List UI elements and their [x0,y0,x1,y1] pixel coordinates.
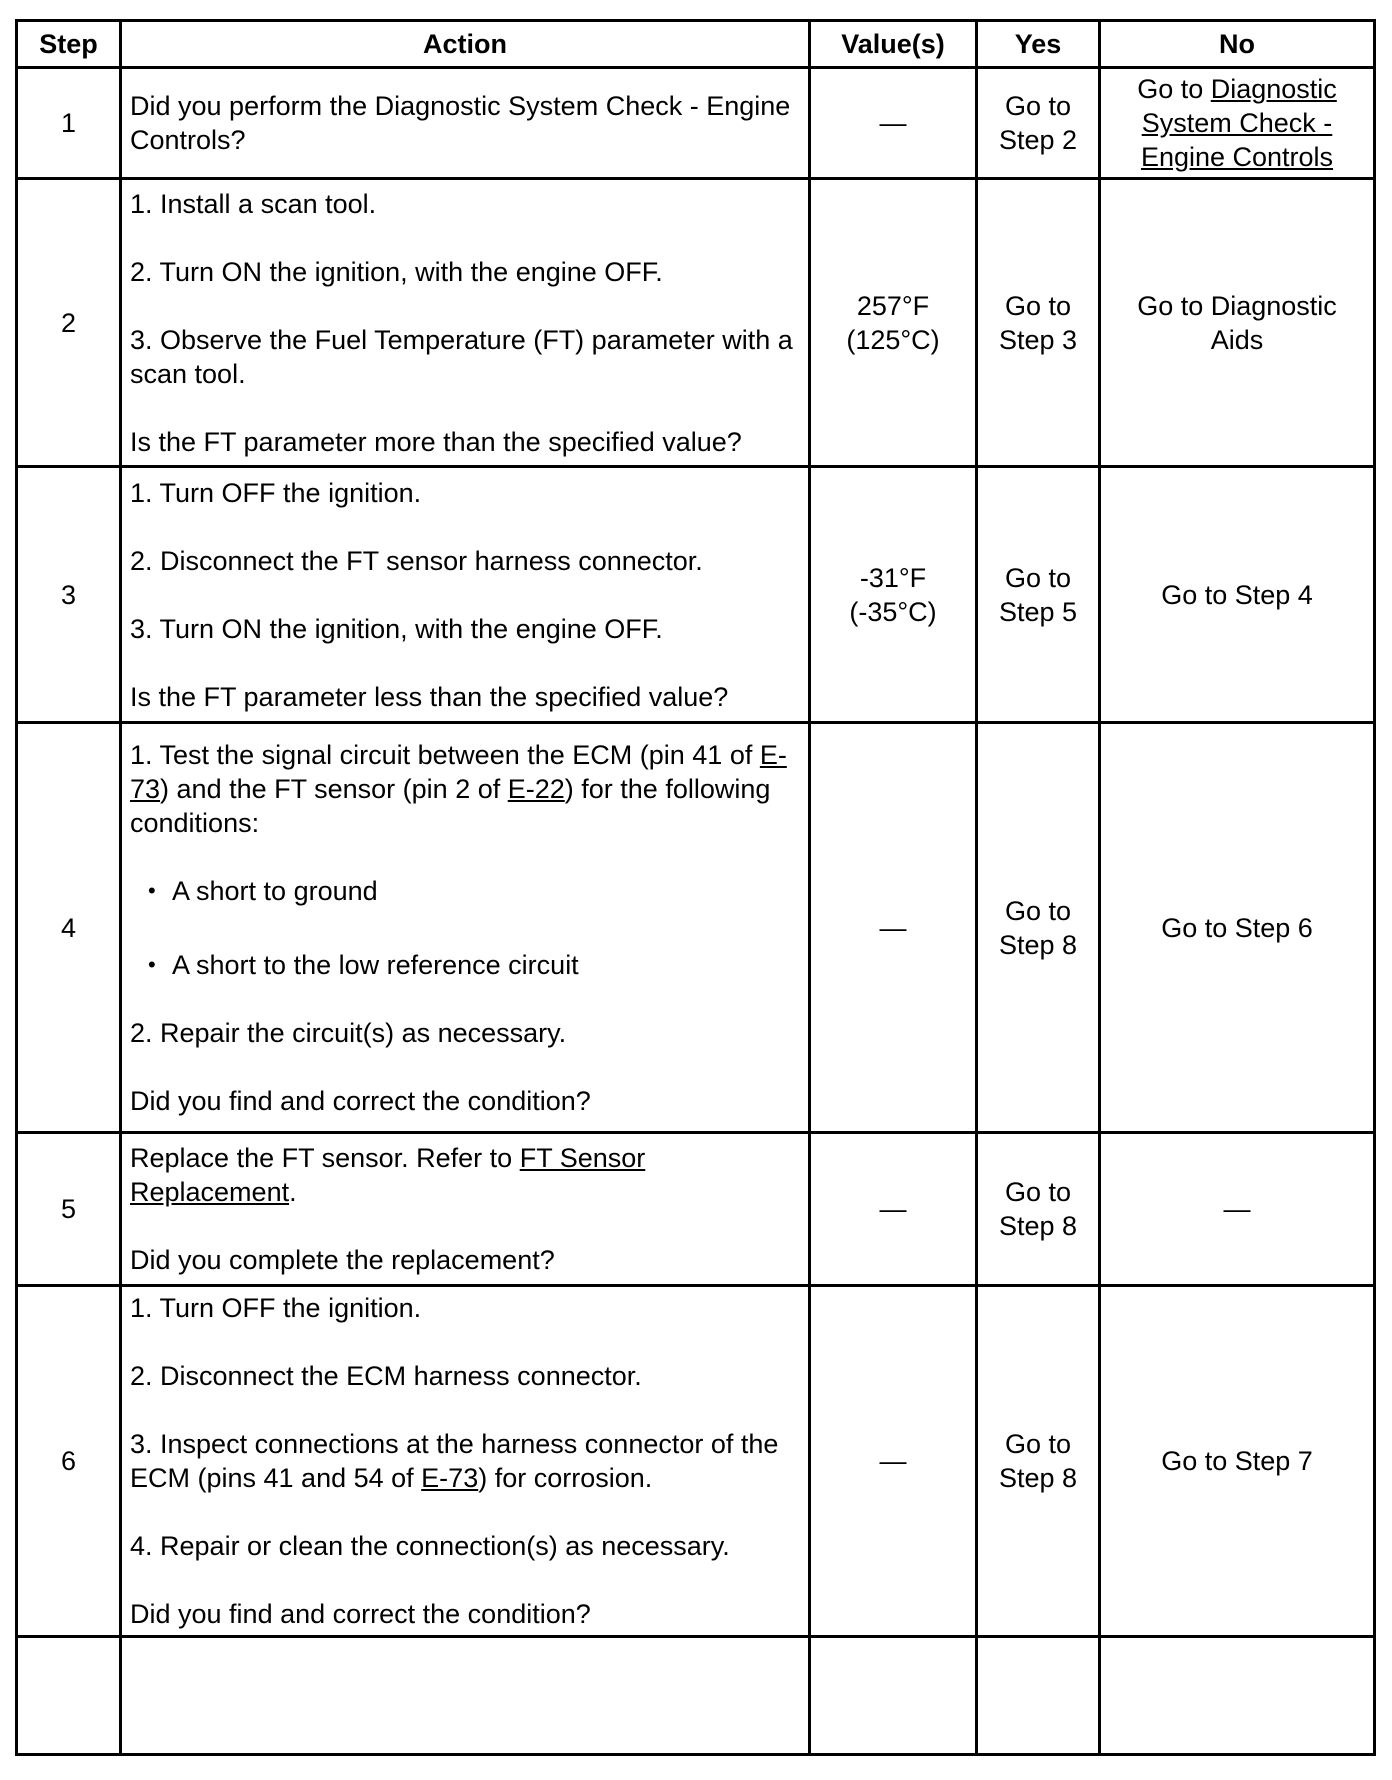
value-cell [810,1637,977,1755]
step-number: 3 [17,467,121,723]
step-number: 2 [17,179,121,467]
action-text-part: ) for the following conditions: [130,773,771,838]
yes-cell: Go to Step 8 [977,1133,1100,1286]
table-row [17,68,1375,179]
yes-cell [977,1637,1100,1755]
table-row [17,723,1375,1133]
action-question: Did you find and correct the condition? [130,1599,591,1629]
table-row-empty [17,1637,1375,1755]
header-yes: Yes [977,21,1100,68]
action-cell [121,179,810,467]
action-text: 1. Install a scan tool. [130,188,377,219]
action-text: 1. Turn OFF the ignition. [130,1293,422,1323]
header-action: Action [121,21,810,68]
action-question: Did you find and correct the condition? [130,1085,591,1116]
action-cell [121,467,810,723]
action-cell [121,1286,810,1637]
action-text: 2. Repair the circuit(s) as necessary. [130,1017,567,1048]
step-number: 4 [17,723,121,1133]
table-row [17,1286,1375,1637]
action-text: 2. Disconnect the ECM harness connector. [130,1361,642,1391]
list-item: • A short to the low reference circuit [172,948,800,982]
action-cell [121,68,810,179]
no-cell [1100,68,1375,179]
list-item: • A short to ground [172,874,800,908]
yes-cell: Go to Step 2 [977,68,1100,179]
no-cell: Go to Diagnostic Aids [1100,179,1375,467]
connector-e22-link[interactable]: E-22 [507,773,565,804]
yes-cell: Go to Step 5 [977,467,1100,723]
value-cell: — [810,1286,977,1637]
table-row [17,467,1375,723]
no-cell [1100,1637,1375,1755]
action-cell [121,1133,810,1286]
action-text-part: 1. Test the signal circuit between the ECM (pin 41 of [130,739,760,770]
action-text: 2. Disconnect the FT sensor harness connector. [130,545,703,576]
no-cell: Go to Step 6 [1100,723,1375,1133]
no-cell: Go to Step 4 [1100,467,1375,723]
yes-cell: Go to Step 8 [977,1286,1100,1637]
action-text: 3. Turn ON the ignition, with the engine OFF. [130,613,663,644]
action-text: 3. Observe the Fuel Temperature (FT) parameter with a scan tool. [130,324,793,389]
action-text [130,1427,800,1495]
header-no: No [1100,21,1375,68]
action-text-part: . [289,1177,297,1207]
action-question: Did you complete the replacement? [130,1245,555,1275]
step-number: 1 [17,68,121,179]
header-row [17,21,1375,68]
no-text: Go to [1137,74,1211,104]
value-cell: — [810,1133,977,1286]
header-step: Step [17,21,121,68]
action-question: Is the FT parameter less than the specified value? [130,681,729,712]
action-text: Did you perform the Diagnostic System Check - Engine Controls? [130,91,791,155]
step-number [17,1637,121,1755]
diagnostic-system-check-link[interactable]: Diagnostic System Check - Engine Controls [1140,74,1337,172]
action-question: Is the FT parameter more than the specified value? [130,426,742,457]
value-cell: 257°F (125°C) [810,179,977,467]
value-cell: — [810,68,977,179]
action-text: 1. Turn OFF the ignition. [130,477,422,508]
table-row [17,1133,1375,1286]
step-number: 5 [17,1133,121,1286]
yes-cell: Go to Step 3 [977,179,1100,467]
header-value: Value(s) [810,21,977,68]
action-cell [121,1637,810,1755]
action-text: 4. Repair or clean the connection(s) as necessary. [130,1531,730,1561]
no-cell: Go to Step 7 [1100,1286,1375,1637]
diagnostic-table [15,19,1376,1756]
ft-sensor-replacement-link[interactable]: FT Sensor Replacement [130,1143,646,1207]
table-row [17,179,1375,467]
action-text [130,1141,800,1209]
action-cell [121,723,810,1133]
action-text [130,738,800,840]
action-text-part: Replace the FT sensor. Refer to [130,1143,520,1173]
connector-e73-link[interactable]: E-73 [421,1463,479,1493]
no-cell: — [1100,1133,1375,1286]
action-text-part: ) for corrosion. [478,1463,653,1493]
value-cell: — [810,723,977,1133]
step-number: 6 [17,1286,121,1637]
yes-cell: Go to Step 8 [977,723,1100,1133]
action-text-part: 3. Inspect connections at the harness connector of the ECM (pins 41 and 54 of [130,1429,779,1493]
action-text: 2. Turn ON the ignition, with the engine OFF. [130,256,663,287]
action-text-part: ) and the FT sensor (pin 2 of [160,773,508,804]
condition-list [130,874,800,982]
value-cell: -31°F (-35°C) [810,467,977,723]
connector-e73-link[interactable]: E-73 [130,739,787,804]
